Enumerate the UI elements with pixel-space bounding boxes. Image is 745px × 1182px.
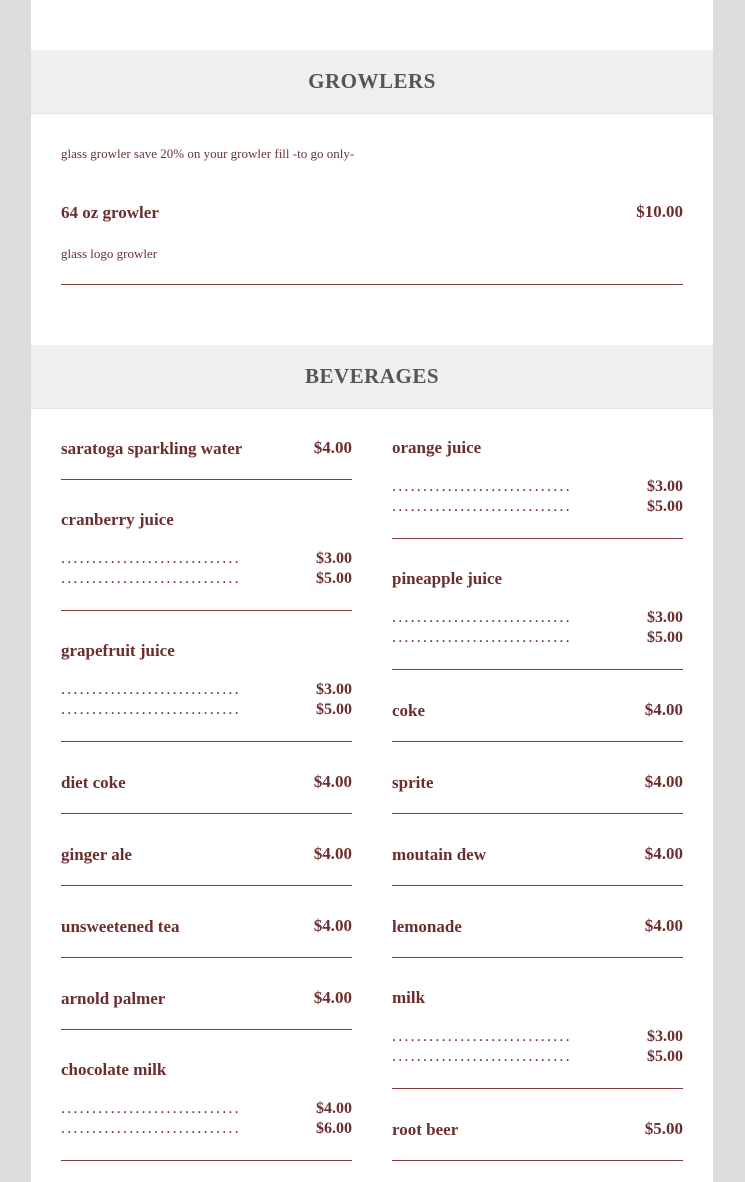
item-name-saratoga: saratoga sparkling water <box>61 439 243 458</box>
item-name-sprite: sprite <box>392 773 434 792</box>
dot-leader: ............................. <box>392 478 572 495</box>
dot-leader: ............................. <box>392 1048 572 1065</box>
price-row <box>392 498 683 518</box>
divider <box>61 479 352 480</box>
dot-leader: ............................. <box>61 550 241 567</box>
growler-item-name: 64 oz growler <box>61 203 159 222</box>
beverages-header: BEVERAGES <box>31 345 713 409</box>
price-row <box>61 681 352 701</box>
price-row <box>392 629 683 649</box>
item-name-coke: coke <box>392 701 426 720</box>
growlers-header: GROWLERS <box>31 50 713 114</box>
item-name-rootbeer: root beer <box>392 1120 459 1139</box>
dot-leader: ............................. <box>61 1120 241 1137</box>
dot-leader: ............................. <box>61 1100 241 1117</box>
item-price-chocmilk-2: $6.00 <box>316 1120 352 1137</box>
item-name-pineapple: pineapple juice <box>392 569 503 588</box>
growlers-note: glass growler save 20% on your growler fill -to go only- <box>61 146 355 161</box>
item-price-sprite: $4.00 <box>644 772 683 791</box>
item-price-milk-1: $3.00 <box>647 1028 683 1045</box>
item-name-lemonade: lemonade <box>392 917 462 936</box>
price-row <box>61 1120 352 1140</box>
price-row <box>61 1100 352 1120</box>
price-row <box>392 478 683 498</box>
item-price-lemonade: $4.00 <box>644 916 683 935</box>
dot-leader: ............................. <box>61 701 241 718</box>
item-price-coke: $4.00 <box>644 700 683 719</box>
item-price-cranberry-2: $5.00 <box>316 570 352 587</box>
dot-leader: ............................. <box>392 498 572 515</box>
item-price-dietcoke: $4.00 <box>313 772 352 791</box>
price-row <box>61 550 352 570</box>
item-name-dew: moutain dew <box>392 845 486 864</box>
item-name-cranberry: cranberry juice <box>61 510 174 529</box>
divider <box>392 1160 683 1161</box>
divider <box>392 669 683 670</box>
item-price-cranberry-1: $3.00 <box>316 550 352 567</box>
dot-leader: ............................. <box>61 681 241 698</box>
divider <box>61 741 352 742</box>
growler-item-price: $10.00 <box>636 202 683 221</box>
price-row <box>392 1028 683 1048</box>
item-price-pineapple-1: $3.00 <box>647 609 683 626</box>
item-price-tea: $4.00 <box>313 916 352 935</box>
item-price-grapefruit-2: $5.00 <box>316 701 352 718</box>
growler-item-desc: glass logo growler <box>61 246 158 261</box>
menu-page <box>31 0 713 1182</box>
item-price-rootbeer: $5.00 <box>644 1119 683 1138</box>
item-price-chocmilk-1: $4.00 <box>316 1100 352 1117</box>
item-price-pineapple-2: $5.00 <box>647 629 683 646</box>
divider <box>392 885 683 886</box>
dot-leader: ............................. <box>392 609 572 626</box>
divider <box>61 610 352 611</box>
item-price-saratoga: $4.00 <box>313 438 352 457</box>
item-price-dew: $4.00 <box>644 844 683 863</box>
item-price-arnold: $4.00 <box>313 988 352 1007</box>
price-row <box>61 701 352 721</box>
item-name-arnold: arnold palmer <box>61 989 166 1008</box>
divider <box>392 1088 683 1089</box>
item-price-grapefruit-1: $3.00 <box>316 681 352 698</box>
divider <box>392 957 683 958</box>
item-name-dietcoke: diet coke <box>61 773 126 792</box>
divider <box>61 813 352 814</box>
item-price-gingerale: $4.00 <box>313 844 352 863</box>
item-name-tea: unsweetened tea <box>61 917 180 936</box>
divider <box>392 741 683 742</box>
divider <box>61 885 352 886</box>
item-name-orange: orange juice <box>392 438 482 457</box>
divider <box>61 1160 352 1161</box>
divider <box>61 957 352 958</box>
dot-leader: ............................. <box>61 570 241 587</box>
divider <box>392 538 683 539</box>
dot-leader: ............................. <box>392 629 572 646</box>
price-row <box>61 570 352 590</box>
item-price-milk-2: $5.00 <box>647 1048 683 1065</box>
item-name-chocmilk: chocolate milk <box>61 1060 167 1079</box>
dot-leader: ............................. <box>392 1028 572 1045</box>
item-name-gingerale: ginger ale <box>61 845 132 864</box>
item-name-milk: milk <box>392 988 426 1007</box>
growler-divider <box>61 284 683 285</box>
price-row <box>392 609 683 629</box>
item-price-orange-1: $3.00 <box>647 478 683 495</box>
divider <box>392 813 683 814</box>
item-name-grapefruit: grapefruit juice <box>61 641 175 660</box>
item-price-orange-2: $5.00 <box>647 498 683 515</box>
price-row <box>392 1048 683 1068</box>
divider <box>61 1029 352 1030</box>
